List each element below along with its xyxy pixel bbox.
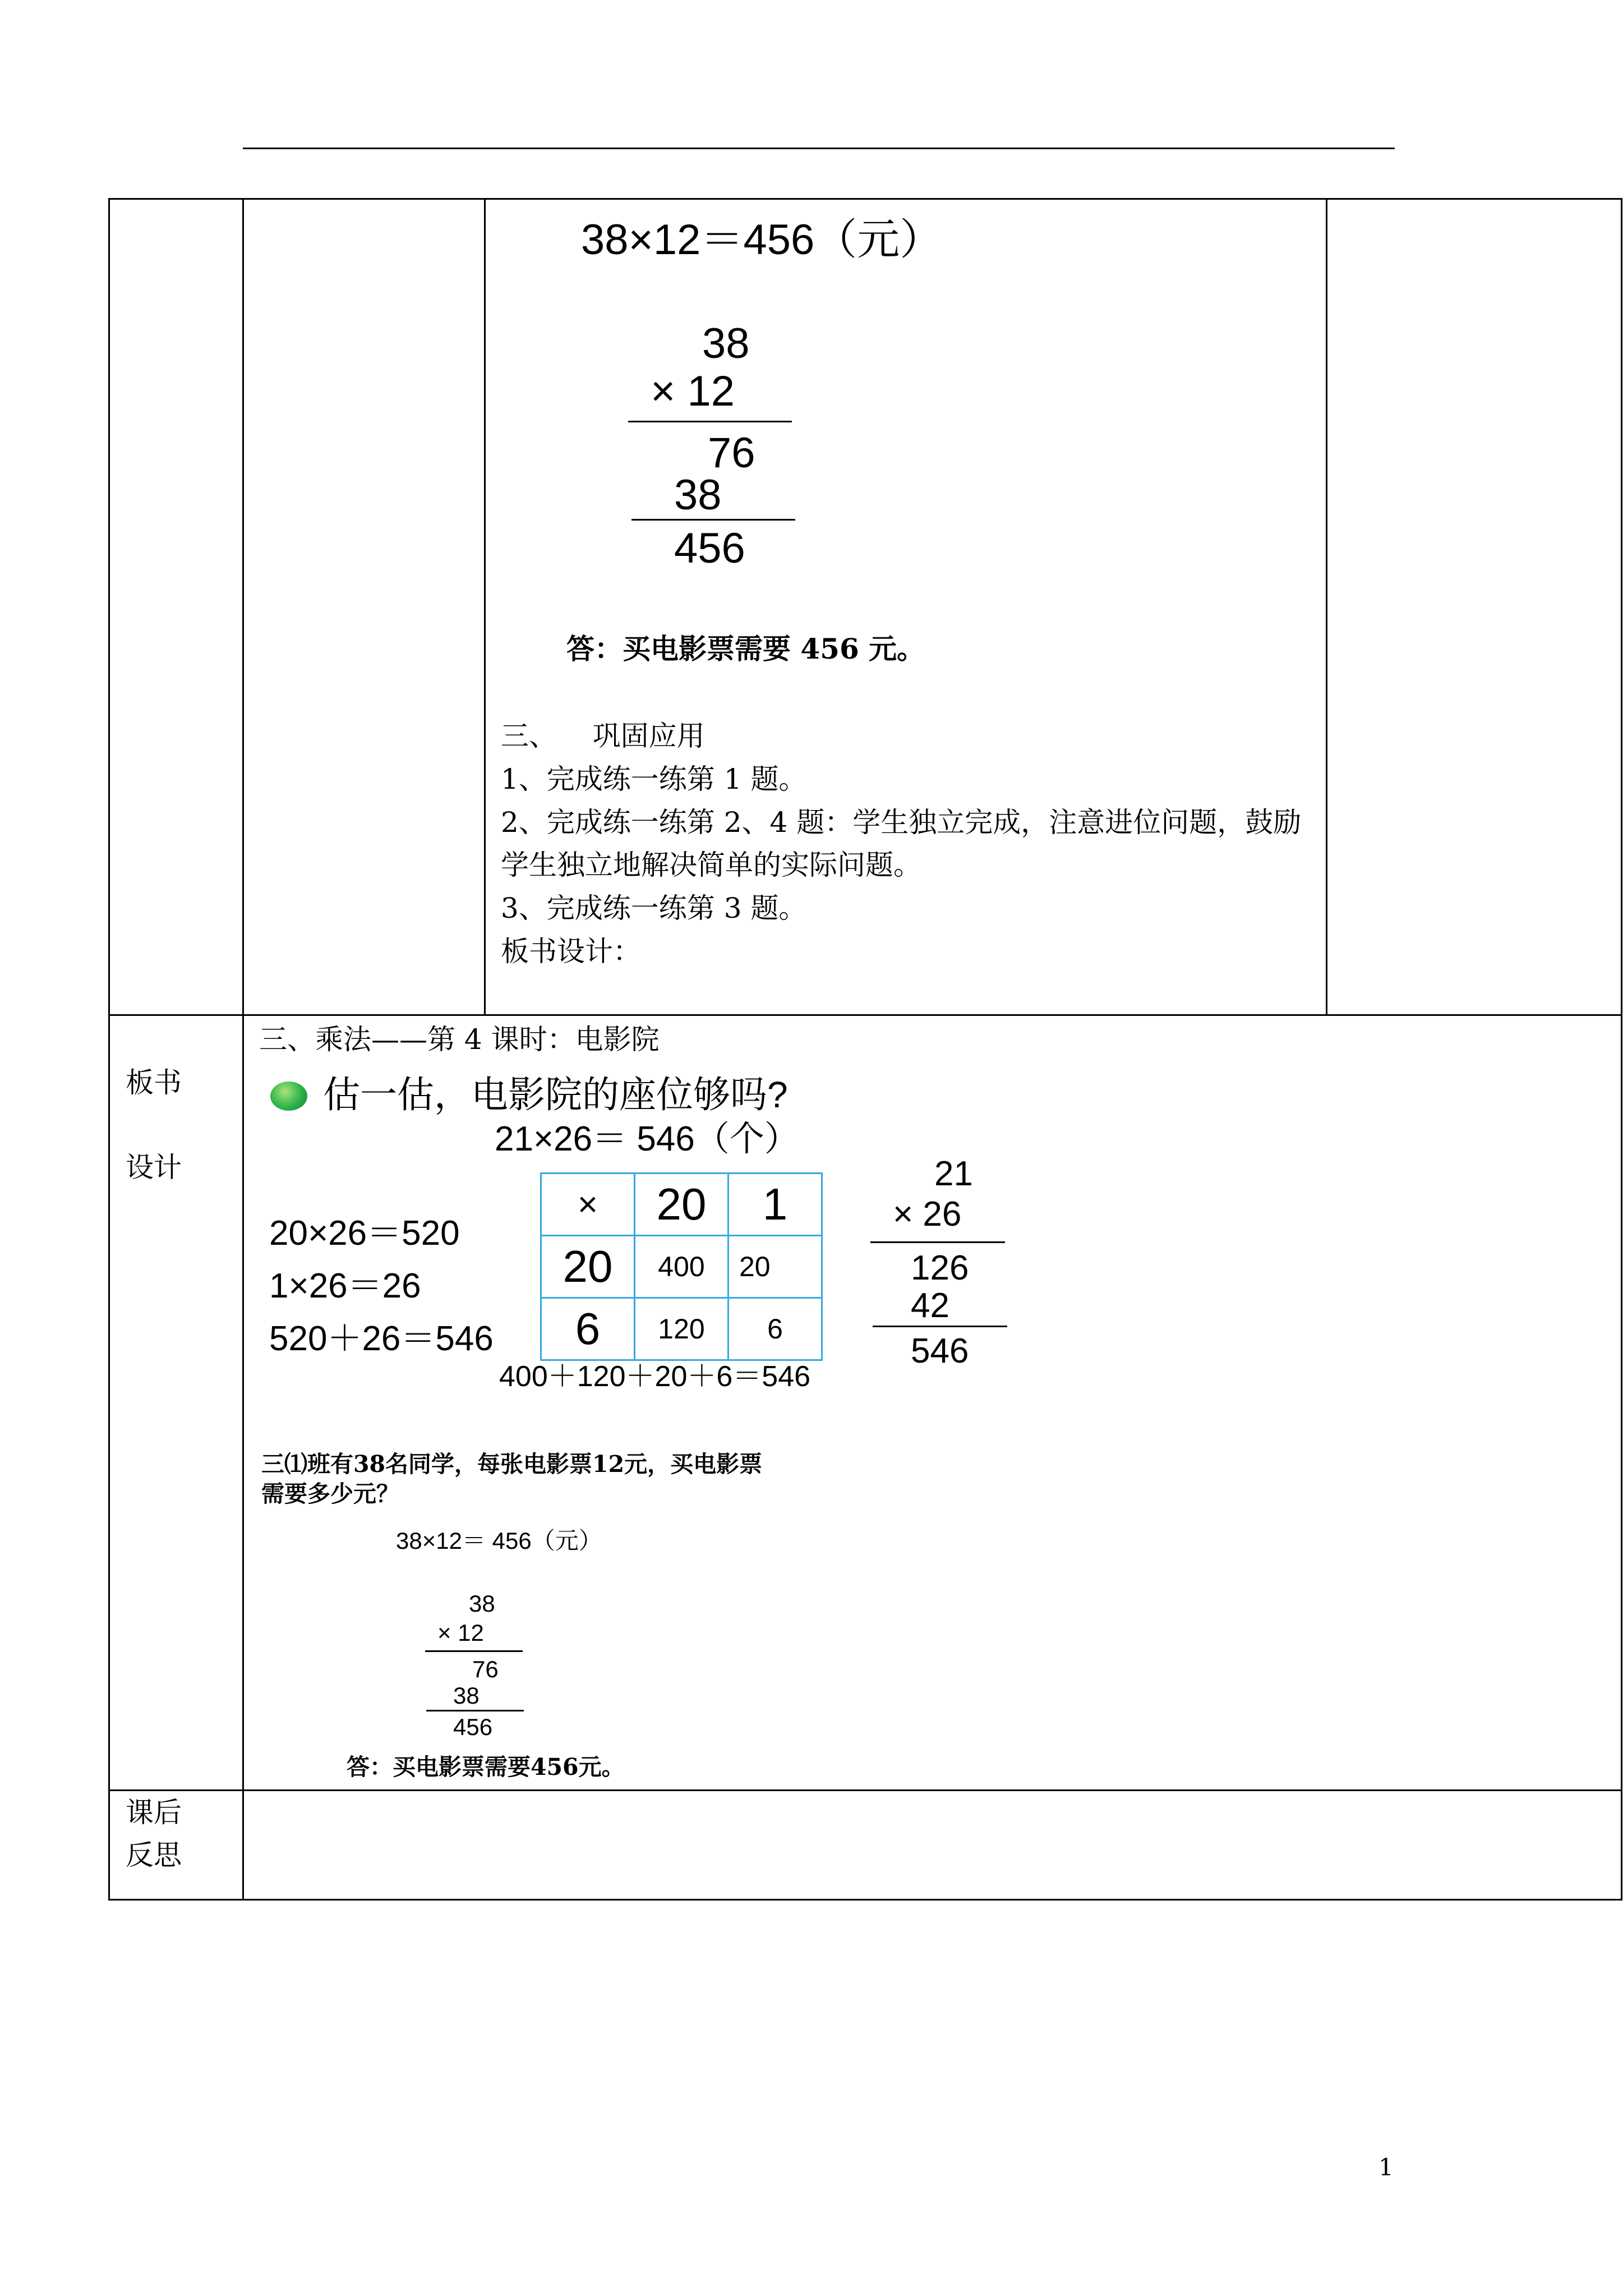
table-row-divider-1 [108,1014,1622,1016]
grid-row-20-label: 20 [540,1235,635,1299]
consolidate-item-2-cont: 学生独立地解决简单的实际问题。 [501,849,921,881]
table-border-right [1621,198,1622,1901]
small-vertical-result: 456 [453,1714,493,1740]
header-rule [243,148,1395,149]
board-row-label-1: 板书 [126,1066,182,1099]
top-vertical-mult: × 12 [651,367,735,415]
grid-cell-400: 400 [634,1235,729,1299]
board-vertical-line-2 [873,1326,1007,1327]
table-border-bottom [108,1899,1622,1901]
board-vertical-partial1: 126 [911,1249,969,1287]
board-left-eq-1: 20×26＝520 [269,1214,460,1253]
board-title: 三、乘法——第 4 课时：电影院 [259,1023,660,1056]
top-vertical-line-2 [631,519,795,521]
board-row-label-2: 设计 [126,1151,182,1184]
consolidate-heading: 三、 巩固应用 [501,720,705,752]
green-bullet-icon [270,1082,307,1111]
consolidate-item-2: 2、完成练一练第 2、4 题：学生独立完成，注意进位问题，鼓励 [501,806,1302,839]
board-left-eq-3: 520＋26＝546 [269,1319,494,1358]
grid-header-20: 20 [634,1172,729,1236]
page-number: 1 [1378,2154,1394,2181]
board-vertical-partial2: 42 [911,1286,949,1325]
board-vertical-line-1 [870,1241,1005,1243]
top-vertical-result: 456 [674,524,745,572]
grid-header-1: 1 [727,1172,823,1236]
grid-cell-120: 120 [634,1297,729,1361]
board-small-answer: 答：买电影票需要456元。 [347,1754,625,1780]
table-row-divider-2 [108,1789,1622,1791]
top-answer: 答：买电影票需要 456 元。 [566,632,925,665]
top-vertical-partial1: 76 [708,429,755,477]
grid-sum-equation: 400＋120＋20＋6＝546 [499,1360,811,1393]
small-vertical-partial2: 38 [453,1682,479,1709]
top-vertical-partial2: 38 [674,471,722,519]
grid-header-op: × [540,1172,635,1236]
board-main-equation: 21×26＝ 546（个） [495,1120,799,1158]
consolidate-item-1: 1、完成练一练第 1 题。 [501,763,807,795]
consolidate-item-3: 3、完成练一练第 3 题。 [501,892,807,924]
small-vertical-mult: × 12 [437,1619,484,1646]
board-question: 估一估，电影院的座位够吗? [323,1074,788,1115]
small-vertical-line-2 [426,1710,524,1711]
small-vertical-partial1: 76 [472,1656,499,1682]
table-border-left [108,198,110,1901]
grid-row-6-label: 6 [540,1297,635,1361]
table-col-divider-3 [1326,198,1327,1016]
reflect-row-label-2: 反思 [126,1839,182,1871]
table-border-top [108,198,1622,200]
board-small-equation: 38×12＝ 456（元） [396,1527,602,1554]
grid-cell-20: 20 [727,1235,823,1299]
table-col-divider-2 [484,198,486,1016]
small-vertical-top: 38 [469,1590,495,1617]
board-design-label: 板书设计： [501,935,641,968]
reflect-row-label-1: 课后 [126,1796,182,1829]
table-col-divider-1 [242,198,244,1901]
top-vertical-top: 38 [702,320,750,367]
board-problem-line-2: 需要多少元？ [261,1480,399,1507]
top-equation: 38×12＝456（元） [581,216,943,264]
board-vertical-mult: × 26 [893,1195,962,1234]
board-left-eq-2: 1×26＝26 [269,1267,421,1305]
top-vertical-line-1 [628,421,792,422]
board-vertical-top: 21 [934,1154,973,1193]
board-vertical-result: 546 [911,1332,969,1370]
small-vertical-line-1 [425,1650,523,1652]
board-problem-line-1: 三⑴班有38名同学，每张电影票12元，买电影票 [261,1451,763,1478]
grid-cell-6: 6 [727,1297,823,1361]
